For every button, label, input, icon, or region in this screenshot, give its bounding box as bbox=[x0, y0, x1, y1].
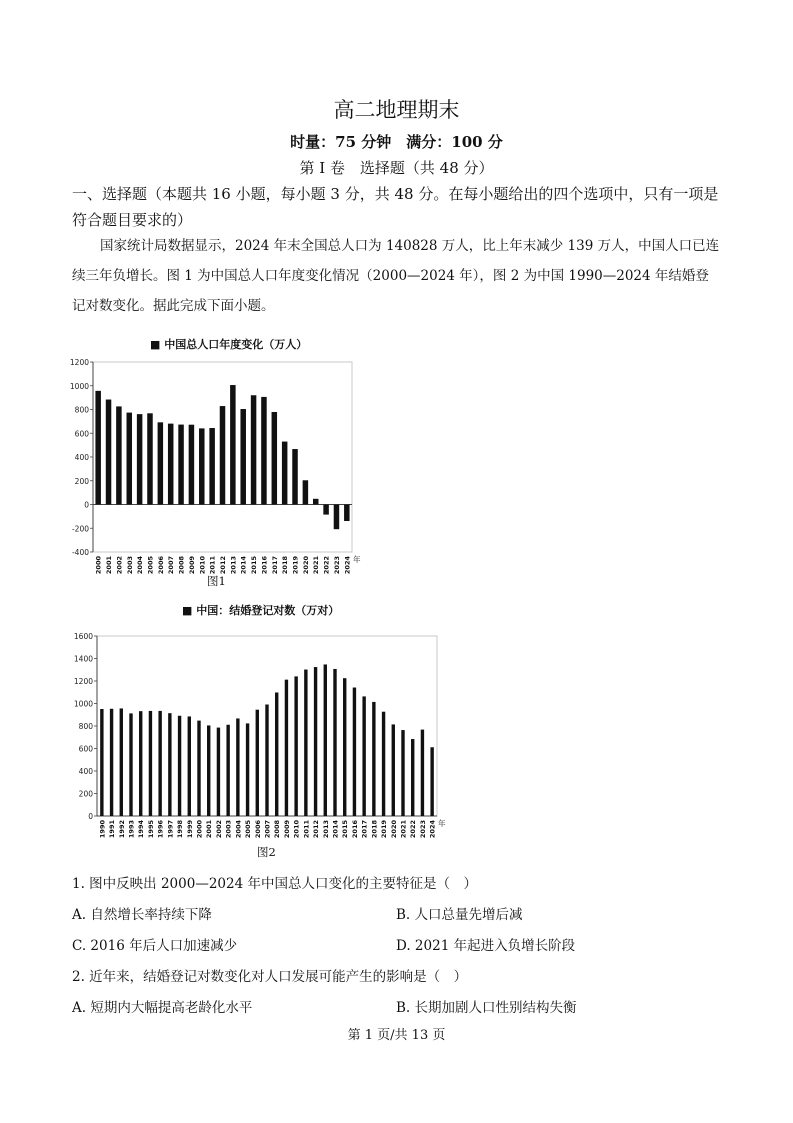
fig2-x-tick-label: 2024 bbox=[428, 820, 437, 839]
fig1-bar bbox=[282, 442, 288, 505]
fig2-x-tick-label: 1990 bbox=[98, 820, 107, 839]
fig2-bar bbox=[226, 725, 229, 816]
fig2-x-tick-label: 1997 bbox=[166, 820, 175, 839]
fig2-x-tick-label: 2022 bbox=[409, 820, 418, 839]
question-1-option-c[interactable]: C. 2016 年后人口加速减少 bbox=[72, 938, 238, 954]
fig1-x-tick-label: 2000 bbox=[94, 556, 103, 575]
fig1-title bbox=[150, 336, 307, 352]
fig1-x-tick-label: 2023 bbox=[332, 556, 341, 575]
fig2-bar bbox=[362, 696, 365, 816]
fig2-bar bbox=[149, 711, 152, 816]
fig1-bar bbox=[313, 499, 319, 505]
fig2-bar bbox=[139, 711, 142, 816]
fig1-x-tick-label: 2020 bbox=[301, 556, 310, 575]
fig1-x-tick-label: 2014 bbox=[239, 556, 248, 575]
fig2-bar bbox=[246, 723, 249, 816]
fig2-bar bbox=[168, 713, 171, 816]
fig1-x-tick-label: 2018 bbox=[281, 556, 290, 575]
fig2-y-tick-label: 1200 bbox=[73, 677, 93, 686]
fig2-x-tick-label: 2020 bbox=[389, 820, 398, 839]
fig1-bar bbox=[292, 449, 298, 504]
fig2-x-tick-label: 1993 bbox=[127, 820, 136, 839]
fig2-bar bbox=[333, 669, 336, 816]
fig1-x-tick-label: 2024 bbox=[343, 556, 352, 575]
fig2-bar bbox=[294, 676, 297, 816]
fig2-title-text: 中国：结婚登记对数（万对） bbox=[196, 604, 340, 617]
question-1-option-d[interactable]: D. 2021 年起进入负增长阶段 bbox=[396, 938, 576, 954]
fig1-y-tick-label: 200 bbox=[74, 476, 89, 486]
question-2-option-b[interactable]: B. 长期加剧人口性别结构失衡 bbox=[396, 1000, 577, 1016]
fig1-bar bbox=[168, 424, 174, 505]
fig1-x-tick-label: 2007 bbox=[167, 556, 176, 575]
fig1-y-tick-label: 1000 bbox=[69, 381, 89, 391]
fig2-x-tick-label: 2014 bbox=[331, 820, 340, 839]
fig1-x-tick-label: 2013 bbox=[229, 556, 238, 575]
fig2-bar bbox=[285, 680, 288, 816]
fig2-bar bbox=[275, 692, 278, 816]
fig1-x-tick-label: 2004 bbox=[136, 556, 145, 575]
fig1-x-tick-label: 2002 bbox=[115, 556, 124, 575]
fig1-bar bbox=[106, 400, 112, 505]
fig1-x-tick-label: 2011 bbox=[208, 556, 217, 575]
fig1-bar bbox=[303, 480, 309, 504]
fig1-bar bbox=[220, 406, 226, 504]
fig2-bar bbox=[178, 716, 181, 816]
fig1-x-tick-label: 2019 bbox=[291, 556, 300, 575]
fig2-y-tick-label: 1000 bbox=[73, 699, 93, 709]
fig1-bar bbox=[116, 406, 122, 504]
fig2-chart bbox=[50, 626, 470, 848]
fig1-x-tick-label: 2005 bbox=[146, 556, 155, 575]
fig2-bar bbox=[392, 724, 395, 816]
fig2-x-tick-label: 2011 bbox=[302, 820, 311, 839]
fig2-x-tick-label: 2001 bbox=[205, 820, 214, 839]
fig2-bar bbox=[217, 728, 220, 816]
fig1-y-tick-label: -200 bbox=[71, 524, 89, 534]
fig2-x-tick-label: 2009 bbox=[282, 820, 291, 839]
fig2-x-tick-label: 2012 bbox=[312, 820, 321, 839]
fig2-bar bbox=[100, 709, 103, 816]
fig2-x-tick-label: 2007 bbox=[263, 820, 272, 839]
fig2-x-tick-label: 1992 bbox=[117, 820, 126, 839]
fig1-x-tick-label: 2022 bbox=[322, 556, 331, 575]
fig1-title-text: 中国总人口年度变化（万人） bbox=[164, 338, 308, 351]
question-1-stem: 1. 图中反映出 2000—2024 年中国总人口变化的主要特征是（ ） bbox=[72, 876, 477, 892]
fig2-caption: 图2 bbox=[257, 845, 276, 859]
fig2-x-tick-label: 1991 bbox=[108, 820, 117, 839]
fig1-bar bbox=[189, 425, 195, 505]
fig2-x-tick-label: 2006 bbox=[253, 820, 262, 839]
fig2-x-tick-label: 1998 bbox=[176, 820, 185, 839]
fig1-x-tick-label: 2008 bbox=[177, 556, 186, 575]
question-2-stem: 2. 近年来，结婚登记对数变化对人口发展可能产生的影响是（ ） bbox=[72, 969, 468, 985]
fig2-bar bbox=[120, 708, 123, 816]
fig1-chart bbox=[40, 352, 380, 582]
fig2-x-tick-label: 1996 bbox=[156, 820, 165, 839]
fig1-y-tick-label: 600 bbox=[74, 429, 89, 439]
fig1-bar bbox=[230, 385, 236, 504]
fig2-bar bbox=[430, 747, 433, 816]
fig2-bar bbox=[110, 709, 113, 816]
fig1-bar bbox=[251, 395, 257, 504]
page-title: 高二地理期末 bbox=[333, 98, 460, 122]
fig1-y-tick-label: 1200 bbox=[69, 358, 89, 367]
fig2-x-tick-label: 2010 bbox=[292, 820, 301, 839]
fig2-y-tick-label: 800 bbox=[78, 722, 93, 731]
fig1-x-tick-label: 2012 bbox=[219, 556, 227, 575]
fig2-legend-mark: ■ bbox=[182, 604, 193, 617]
fig1-bar bbox=[261, 397, 267, 505]
fig1-bar bbox=[209, 428, 215, 504]
instructions: 一、选择题（本题共 16 小题，每小题 3 分，共 48 分。在每小题给出的四个选项中，只有一项是符合题目要求的） bbox=[72, 185, 719, 229]
fig1-caption: 图1 bbox=[207, 574, 226, 588]
fig2-y-tick-label: 600 bbox=[78, 744, 93, 754]
fig2-x-tick-label: 2004 bbox=[234, 820, 243, 839]
fig1-bar bbox=[199, 428, 205, 504]
fig2-bar bbox=[411, 739, 414, 816]
fig1-bar bbox=[158, 422, 164, 504]
fig2-bar bbox=[158, 711, 161, 816]
fig1-bar bbox=[323, 505, 329, 515]
fig1-x-tick-label: 2016 bbox=[260, 556, 269, 575]
fig1-bar bbox=[95, 391, 101, 505]
fig2-bar bbox=[324, 664, 327, 816]
fig2-bar bbox=[343, 678, 346, 816]
fig2-x-tick-label: 2000 bbox=[195, 820, 204, 839]
exam-time-score: 时量：75 分钟 满分：100 分 bbox=[290, 133, 503, 151]
fig2-x-tick-label: 1999 bbox=[185, 820, 194, 839]
fig2-bar bbox=[129, 713, 132, 816]
fig1-x-tick-label: 2010 bbox=[198, 556, 207, 575]
fig2-x-tick-label: 2013 bbox=[321, 820, 330, 839]
page-footer: 第 1 页/共 13 页 bbox=[347, 1028, 446, 1043]
fig2-bar bbox=[236, 718, 239, 816]
fig2-x-tick-label: 2008 bbox=[273, 820, 282, 839]
fig1-x-tick-label: 2009 bbox=[187, 556, 196, 575]
fig2-x-tick-label: 2005 bbox=[244, 820, 253, 839]
fig1-year-suffix: 年 bbox=[353, 555, 361, 564]
question-2-option-a[interactable]: A. 短期内大幅提高老龄化水平 bbox=[72, 1000, 253, 1016]
fig1-y-tick-label: 0 bbox=[84, 500, 89, 510]
fig2-x-tick-label: 2003 bbox=[224, 820, 233, 839]
fig2-bar bbox=[372, 702, 375, 816]
fig2-x-tick-label: 2015 bbox=[341, 820, 350, 839]
fig2-bar bbox=[304, 670, 307, 816]
passage-text: 国家统计局数据显示，2024 年末全国总人口为 140828 万人，比上年末减少 139 万人，中国人口已连续三年负增长。图 1 为中国总人口年度变化情况（2000—2024 年），图 2 为中国 1990—2024 年结婚登记对数变化。据此完成下面小题。 bbox=[72, 238, 720, 314]
fig2-x-tick-label: 2002 bbox=[214, 820, 223, 839]
fig2-y-tick-label: 1400 bbox=[73, 654, 93, 664]
fig2-y-tick-label: 1600 bbox=[73, 632, 93, 641]
fig1-bar bbox=[137, 414, 143, 504]
fig2-bar bbox=[353, 688, 356, 816]
fig1-bar bbox=[334, 505, 340, 530]
fig2-bar bbox=[207, 725, 210, 816]
fig2-x-tick-label: 1995 bbox=[146, 820, 155, 839]
fig2-x-tick-label: 1994 bbox=[137, 820, 146, 839]
fig1-y-tick-label: -400 bbox=[71, 548, 89, 557]
fig2-bar bbox=[256, 710, 259, 816]
fig2-y-tick-label: 0 bbox=[88, 812, 93, 821]
fig2-y-tick-label: 200 bbox=[78, 789, 93, 799]
fig1-bar bbox=[127, 413, 133, 505]
fig2-bar bbox=[421, 730, 424, 816]
fig1-bar bbox=[178, 425, 184, 505]
fig1-x-tick-label: 2006 bbox=[156, 556, 165, 575]
section-heading: 第 I 卷 选择题（共 48 分） bbox=[299, 159, 494, 177]
fig2-x-tick-label: 2023 bbox=[418, 820, 427, 839]
question-1-option-b[interactable]: B. 人口总量先增后减 bbox=[396, 907, 523, 923]
fig2-bar bbox=[188, 716, 191, 816]
fig1-x-tick-label: 2017 bbox=[270, 556, 279, 575]
fig1-x-tick-label: 2021 bbox=[312, 556, 321, 575]
fig1-bar bbox=[147, 413, 153, 504]
fig2-x-tick-label: 2016 bbox=[350, 820, 359, 839]
fig1-x-tick-label: 2015 bbox=[250, 556, 259, 575]
fig1-x-tick-label: 2003 bbox=[125, 556, 134, 575]
fig2-bar bbox=[197, 721, 200, 816]
question-1-option-a[interactable]: A. 自然增长率持续下降 bbox=[72, 907, 212, 923]
fig1-y-tick-label: 400 bbox=[74, 453, 89, 462]
fig1-x-tick-label: 2001 bbox=[105, 556, 114, 575]
fig2-bar bbox=[314, 667, 317, 816]
fig2-x-tick-label: 2019 bbox=[380, 820, 389, 839]
fig1-bar bbox=[240, 409, 246, 504]
fig2-x-tick-label: 2021 bbox=[399, 820, 408, 839]
fig2-y-tick-label: 400 bbox=[78, 767, 93, 776]
fig1-bar bbox=[344, 505, 350, 522]
fig2-bar bbox=[382, 712, 385, 816]
fig2-x-tick-label: 2017 bbox=[360, 820, 369, 839]
fig1-y-tick-label: 800 bbox=[74, 405, 89, 415]
fig2-year-suffix: 年 bbox=[438, 819, 446, 828]
fig1-bar bbox=[272, 412, 278, 505]
fig1-legend-mark: ■ bbox=[150, 338, 161, 351]
fig2-bar bbox=[265, 705, 268, 816]
fig2-bar bbox=[401, 730, 404, 816]
fig2-x-tick-label: 2018 bbox=[370, 820, 379, 839]
fig2-title bbox=[182, 602, 339, 618]
